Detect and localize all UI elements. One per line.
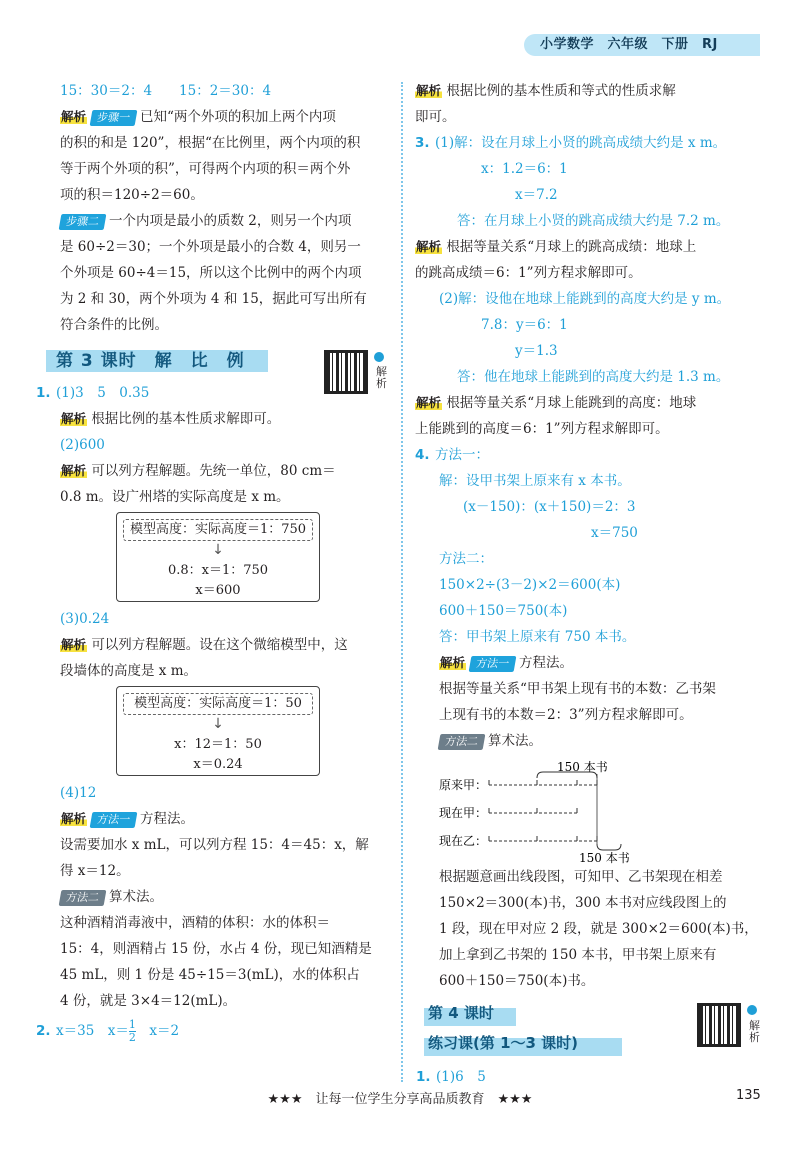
- question-number: 2.: [36, 1023, 51, 1039]
- equation: 7.8：y＝6：1: [481, 317, 568, 333]
- analysis-label: 解析: [61, 463, 87, 478]
- relation: 模型高度：实际高度＝1：50: [123, 693, 313, 715]
- method-tag: 方法一: [90, 812, 138, 828]
- text: 一个内项是最小的质数 2，则另一个内项: [109, 213, 352, 229]
- text: 的积的和是 120”，根据“在比例里，两个内项的积: [60, 135, 361, 151]
- answer: (2)解：设他在地球上能跳到的高度大约是 y m。: [439, 291, 731, 307]
- column-divider: [401, 82, 403, 1082]
- relation: 模型高度：实际高度＝1：750: [123, 519, 313, 541]
- analysis-label: 解析: [416, 239, 442, 254]
- analysis-label: 解析: [416, 83, 442, 98]
- equation: x＝7.2: [515, 187, 558, 203]
- method-tag: 方法一: [469, 656, 517, 672]
- text: 4 份，就是 3×4＝12(mL)。: [60, 993, 237, 1009]
- calculation: 150×2÷(3－2)×2＝600(本): [439, 577, 621, 593]
- equation: x：12＝1：50: [174, 737, 262, 752]
- segment-diagram-svg: [439, 754, 659, 864]
- text: 加上拿到乙书架的 150 本书，甲书架上原来有: [439, 947, 717, 963]
- row-label: 现在乙：: [439, 834, 488, 848]
- text: 算术法。: [488, 733, 542, 749]
- row-label: 现在甲：: [439, 806, 488, 820]
- text: 上能跳到的高度＝6：1”列方程求解即可。: [415, 421, 669, 437]
- qr-code[interactable]: [697, 1003, 741, 1047]
- header-title: 小学数学 六年级 下册 RJ: [540, 37, 718, 52]
- text: 是 60÷2＝30；一个外项是最小的合数 4，则另一: [60, 239, 361, 255]
- text: 方程法。: [519, 655, 574, 671]
- question-number: 1.: [36, 385, 51, 401]
- method-heading: 方法一：: [435, 447, 489, 463]
- section-subheading: 练习课(第 1～3 课时): [428, 1034, 579, 1052]
- method-tag: 方法二: [438, 734, 486, 750]
- right-column: [415, 78, 763, 994]
- question-number: 3.: [415, 135, 430, 151]
- text: 1 段，现在甲对应 2 段，就是 300×2＝600(本)书，: [439, 921, 758, 937]
- qr-label: 解析: [749, 1019, 760, 1044]
- text: 根据等量关系“月球上的跳高成绩：地球上: [446, 239, 697, 255]
- answer-line: [416, 1064, 486, 1090]
- answer: (1)6 5: [436, 1069, 486, 1085]
- diagram-top-label: 150 本书: [557, 760, 608, 774]
- answer: (1)3 5 0.35: [56, 385, 150, 401]
- qr-label: 解析: [376, 365, 387, 390]
- section-heading: 第 4 课时: [428, 1004, 494, 1022]
- denominator: 2: [128, 1031, 136, 1044]
- text: 根据等量关系“月球上能跳到的高度：地球: [446, 395, 697, 411]
- section-heading: 第 3 课时 解 比 例: [56, 351, 245, 371]
- equation: 0.8：x＝1：750: [167, 563, 269, 578]
- method-tag: 方法二: [59, 890, 107, 906]
- page-header: [0, 0, 800, 64]
- fraction: [129, 1019, 136, 1044]
- text: 个外项是 60÷4＝15，所以这个比例中的两个内项: [60, 265, 362, 281]
- answer: (4)12: [60, 785, 97, 801]
- equation-box: [116, 686, 320, 776]
- answer: 答：在月球上小贤的跳高成绩大约是 7.2 m。: [457, 213, 730, 229]
- method-heading: 方法二：: [439, 551, 493, 567]
- equation: x＝0.24: [193, 757, 243, 772]
- equation: (x－150)：(x＋150)＝2：3: [463, 499, 636, 515]
- text: 可以列方程解题。先统一单位，80 cm＝: [91, 463, 336, 479]
- brace-bottom: [597, 844, 621, 850]
- text: 这种酒精消毒液中，酒精的体积：水的体积＝: [60, 915, 330, 931]
- text: 即可。: [415, 109, 456, 125]
- down-arrow-icon: ↓: [212, 542, 224, 558]
- answer: (3)0.24: [60, 611, 110, 627]
- text: 已知“两个外项的积加上两个内项: [140, 109, 336, 125]
- section-title: [424, 1002, 624, 1060]
- page-number: 135: [736, 1088, 761, 1103]
- equation: x＝750: [591, 525, 638, 541]
- answer-line: 15：30＝2：4 15：2＝30：4: [60, 83, 272, 99]
- text: 等于两个外项的积”，可得两个内项的积＝两个外: [60, 161, 351, 177]
- answer: 答：甲书架上原来有 750 本书。: [439, 629, 636, 645]
- diagram-bottom-label: 150 本书: [579, 851, 630, 864]
- text: 600＋150＝750(本)书。: [439, 973, 595, 989]
- question-number: 4.: [415, 447, 430, 463]
- text: 根据比例的基本性质求解即可。: [91, 411, 281, 427]
- step-tag: 步骤二: [59, 214, 107, 230]
- analysis-label: 解析: [61, 811, 87, 826]
- text: 设需要加水 x mL，可以列方程 15：4＝45：x，解: [60, 837, 369, 853]
- answer: (2)600: [60, 437, 105, 453]
- analysis-label: 解析: [440, 655, 466, 670]
- text: 可以列方程解题。设在这个微缩模型中，这: [91, 637, 348, 653]
- left-column: [36, 78, 390, 1048]
- play-icon: [374, 352, 384, 362]
- text: 150×2＝300(本)书，300 本书对应线段图上的: [439, 895, 727, 911]
- analysis-label: 解析: [61, 411, 87, 426]
- text: 的跳高成绩＝6：1”列方程求解即可。: [415, 265, 642, 281]
- text: 15：4，则酒精占 15 份，水占 4 份，现已知酒精是: [60, 941, 372, 957]
- step-tag: 步骤一: [90, 110, 138, 126]
- text: 算术法。: [109, 889, 163, 905]
- answer: x＝2: [135, 1023, 180, 1039]
- text: 符合条件的比例。: [60, 317, 168, 333]
- text: 为 2 和 30，两个外项为 4 和 15，据此可写出所有: [60, 291, 367, 307]
- equation: x＝600: [195, 583, 241, 598]
- segment-diagram: [439, 754, 763, 864]
- equation-box: [116, 512, 320, 602]
- text: 0.8 m。设广州塔的实际高度是 x m。: [60, 489, 290, 505]
- qr-code[interactable]: [324, 350, 368, 394]
- text: 根据比例的基本性质和等式的性质求解: [446, 83, 676, 99]
- numerator: 1: [128, 1018, 136, 1031]
- analysis-label: 解析: [416, 395, 442, 410]
- equation: x：1.2＝6：1: [481, 161, 568, 177]
- text: 上现有书的本数＝2：3”列方程求解即可。: [439, 707, 693, 723]
- text: 得 x＝12。: [60, 863, 130, 879]
- text: 段墙体的高度是 x m。: [60, 663, 197, 679]
- text: 根据题意画出线段图，可知甲、乙书架现在相差: [439, 869, 723, 885]
- calculation: 600＋150＝750(本): [439, 603, 568, 619]
- answer: x＝35 x＝: [56, 1023, 129, 1039]
- question-number: 1.: [416, 1069, 431, 1085]
- solution: 解：设甲书架上原来有 x 本书。: [439, 473, 631, 489]
- answer: (1)解：设在月球上小贤的跳高成绩大约是 x m。: [435, 135, 727, 151]
- text: 45 mL，则 1 份是 45÷15＝3(mL)，水的体积占: [60, 967, 360, 983]
- down-arrow-icon: ↓: [212, 716, 224, 732]
- answer: 答：他在地球上能跳到的高度大约是 1.3 m。: [457, 369, 730, 385]
- row-label: 原来甲：: [439, 778, 488, 792]
- play-icon: [747, 1005, 757, 1015]
- footer-slogan: ★★★ 让每一位学生分享高品质教育 ★★★: [267, 1092, 533, 1107]
- analysis-label: 解析: [61, 109, 87, 124]
- analysis-label: 解析: [61, 637, 87, 652]
- text: 方程法。: [140, 811, 195, 827]
- text: 根据等量关系“甲书架上现有书的本数：乙书架: [439, 681, 716, 697]
- equation: y＝1.3: [515, 343, 558, 359]
- text: 项的积＝120÷2＝60。: [60, 187, 204, 203]
